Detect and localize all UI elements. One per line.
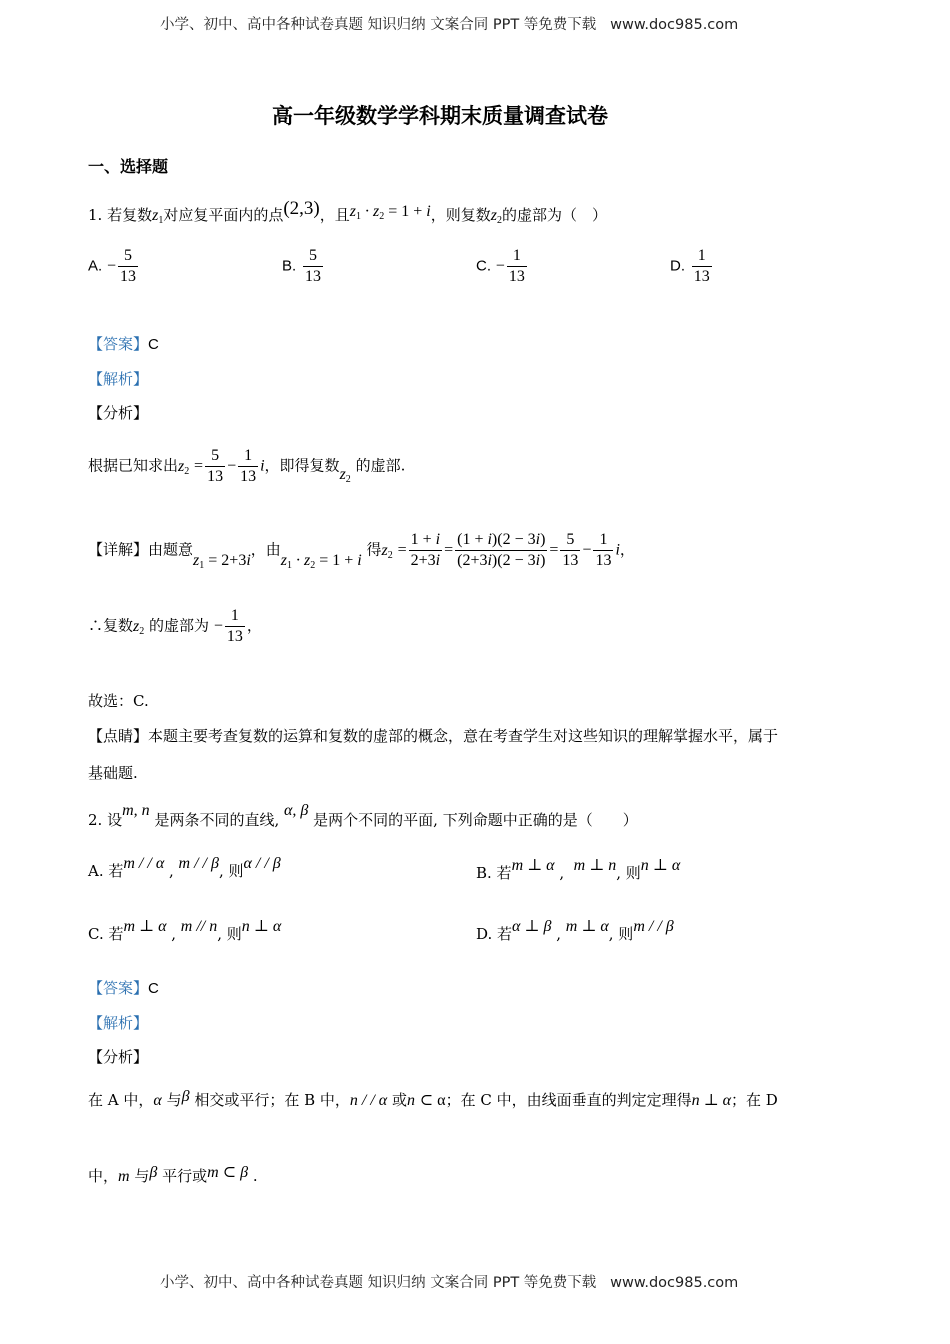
comment-1-line2: 基础题. xyxy=(88,764,138,782)
answer-2: 【答案】C xyxy=(88,979,159,997)
fenxi-text-1: 根据已知求出$z_2$ = $\frac{5}{13}$ − $\frac{1}{13}$ i，即得复数$z_2$ 的虚部. xyxy=(88,447,406,485)
analysis-tag-2: 【解析】 xyxy=(88,1014,149,1032)
choose-1: 故选：C. xyxy=(88,692,149,710)
q2-option-d[interactable]: D. 若α ⊥ β , m ⊥ α, 则m / / β xyxy=(476,918,674,943)
answer-1: 【答案】C xyxy=(88,335,159,353)
fenxi-tag-2: 【分析】 xyxy=(88,1048,149,1066)
conclusion-1: ∴复数$z_2$ 的虚部为 − $\frac{1}{13}$ ， xyxy=(88,607,262,645)
q2-option-c[interactable]: C. 若m ⊥ α , m // n, 则n ⊥ α xyxy=(88,918,282,943)
fenxi-text-2: 在 A 中，α 与β 相交或平行；在 B 中，n / / α 或n ⊂ α；在 C 中，由线面垂直的判定定理得n ⊥ α；在 D xyxy=(88,1088,778,1109)
option-c[interactable]: C. − $\frac{1}{13}$ xyxy=(476,247,525,285)
header-text: 小学、初中、高中各种试卷真题 知识归纳 文案合同 PPT 等免费下载 xyxy=(160,17,597,33)
question-1: 1. 若复数$z_1$对应复平面内的点(2,3)，且$z_1 \cdot z_2 = 1 + i$，则复数$z_2$的虚部为（ ） xyxy=(88,198,608,226)
analysis-tag-1: 【解析】 xyxy=(88,370,149,388)
fenxi-text-2-line2: 中，m 与β 平行或m ⊂ β . xyxy=(88,1164,258,1185)
document-title: 高一年级数学学科期末质量调查试卷 xyxy=(272,103,608,128)
page-header xyxy=(160,13,738,34)
section-heading: 一、选择题 xyxy=(88,157,169,176)
footer-url[interactable]: www.doc985.com xyxy=(610,1275,739,1291)
q2-option-b[interactable]: B. 若m ⊥ α , m ⊥ n, 则n ⊥ α xyxy=(476,857,681,882)
page-footer xyxy=(160,1271,738,1292)
fenxi-tag-1: 【分析】 xyxy=(88,404,149,422)
comment-1: 【点睛】本题主要考查复数的运算和复数的虚部的概念，意在考查学生对这些知识的理解掌握水平，属于 xyxy=(88,727,779,745)
footer-text: 小学、初中、高中各种试卷真题 知识归纳 文案合同 PPT 等免费下载 xyxy=(160,1275,597,1291)
option-d[interactable]: D. $\frac{1}{13}$ xyxy=(670,247,710,285)
option-b[interactable]: B. $\frac{5}{13}$ xyxy=(282,247,321,285)
question-2: 2. 设m, n 是两条不同的直线, α, β 是两个不同的平面, 下列命题中正确的是（ ） xyxy=(88,802,638,829)
detail-1: 【详解】由题意$z_1 = 2+3i$，由$z_1 \cdot z_2 = 1 + i$ 得$z_2$ = $\frac{1 + i}{2+3i}$ = $\frac{(1 + i)(2 - 3i)}{(2+3i)(2 - 3i)}$ = $\frac{5}{13}$ − $\frac{1}{13}$ i， xyxy=(88,531,635,571)
header-url[interactable]: www.doc985.com xyxy=(610,17,739,33)
option-a[interactable]: A. − $\frac{5}{13}$ xyxy=(88,247,136,285)
q2-option-a[interactable]: A. 若m / / α , m / / β, 则α / / β xyxy=(88,855,281,880)
